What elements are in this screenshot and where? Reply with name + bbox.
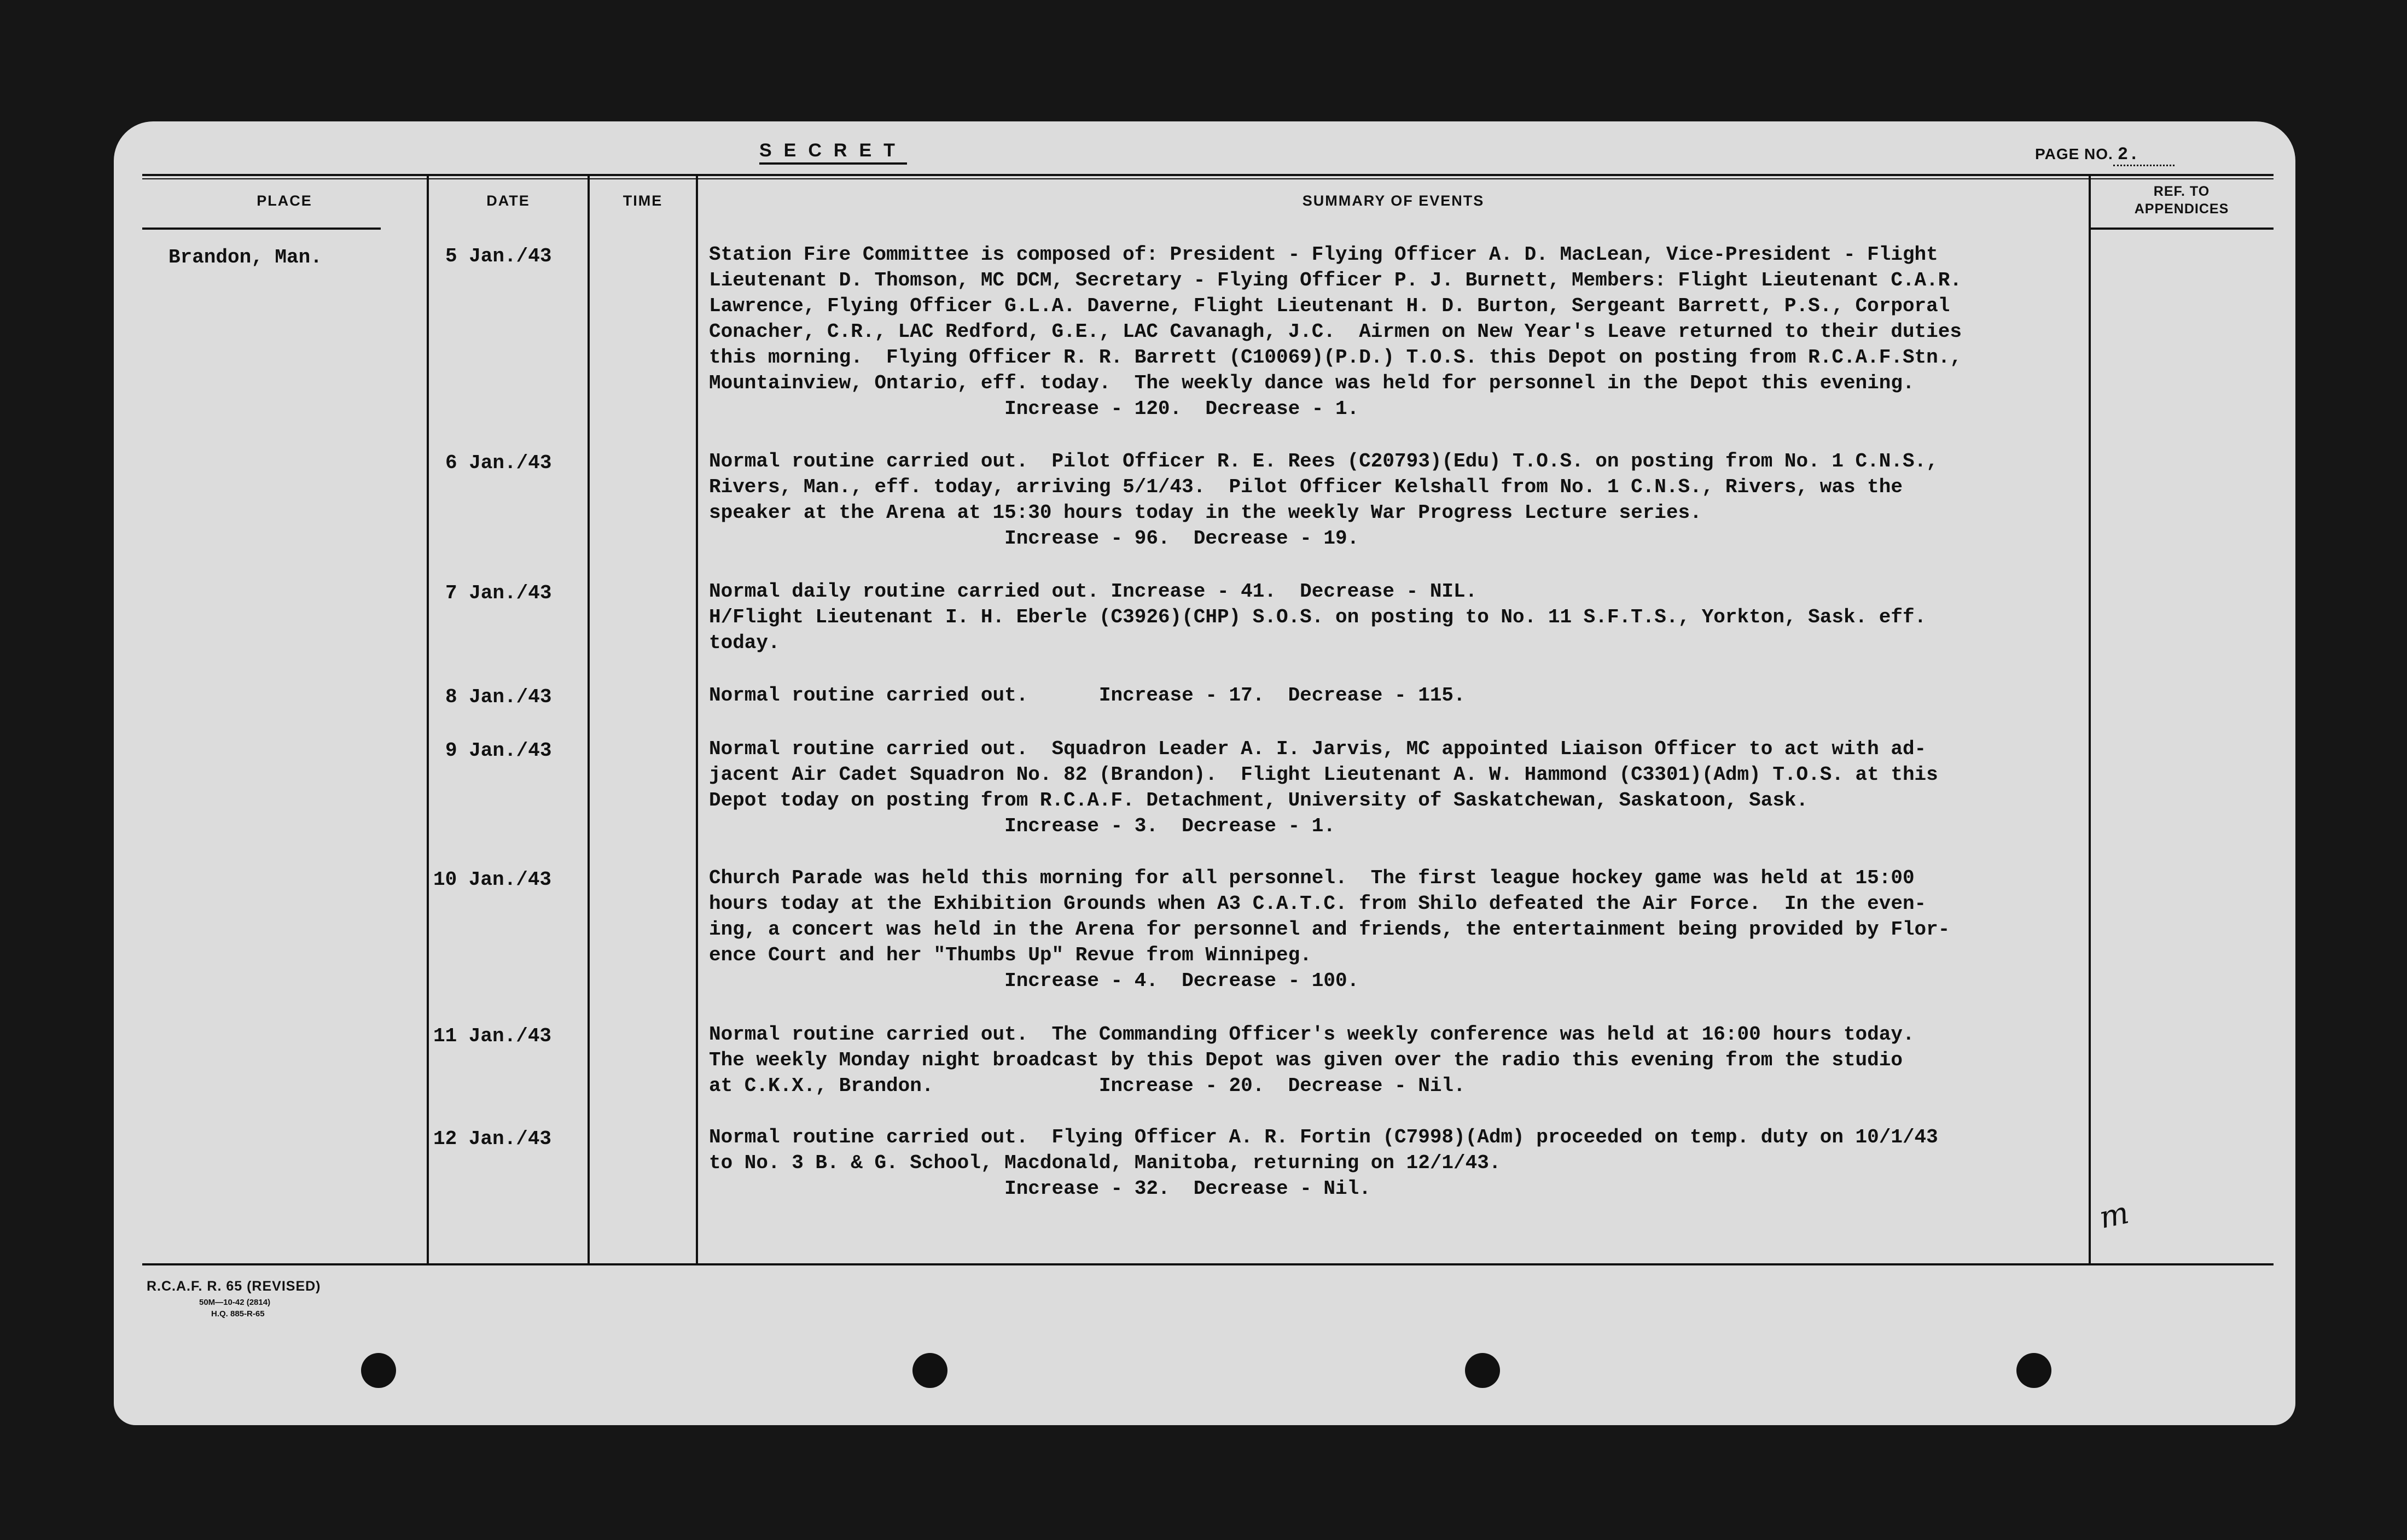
col-divider-2	[588, 176, 590, 1264]
date-cell: 11 Jan./43	[433, 1025, 552, 1047]
classification-heading: SECRET	[759, 140, 907, 165]
column-header-place: PLACE	[257, 192, 312, 209]
date-cell: 5 Jan./43	[445, 245, 552, 267]
date-cell: 9 Jan./43	[445, 739, 552, 762]
binder-hole	[1465, 1353, 1500, 1388]
ref-header-line-1: REF. TO	[2153, 184, 2210, 199]
column-header-ref	[2105, 183, 2258, 218]
header-rule-left	[142, 228, 381, 230]
event-summary: Normal routine carried out. Increase - 17. Decrease - 115.	[709, 684, 1466, 707]
handwritten-initials: m	[2096, 1195, 2132, 1236]
page-number-label: PAGE NO.	[2035, 145, 2113, 162]
event-summary: Normal routine carried out. Flying Officer A. R. Fortin (C7998)(Adm) proceeded on temp. duty on 10/1/43 to No. 3 B. & G. School, Macdonald, Manitoba, returning on 12/1/43. Increase - 32. Decrease - Nil.	[709, 1126, 1938, 1200]
print-code: 50M—10-42 (2814)	[199, 1298, 271, 1307]
col-divider-1	[427, 176, 429, 1264]
ref-header-line-2: APPENDICES	[2134, 201, 2229, 217]
hq-reference: H.Q. 885-R-65	[211, 1309, 265, 1319]
page-number-field	[2035, 144, 2175, 166]
binder-hole	[361, 1353, 396, 1388]
date-cell: 7 Jan./43	[445, 582, 552, 604]
page-number-value: 2.	[2113, 144, 2175, 166]
date-cell: 8 Jan./43	[445, 686, 552, 708]
event-summary: Church Parade was held this morning for all personnel. The first league hockey game was held at 15:00 hours today at the Exhibition Grounds when A3 C.A.T.C. from Shilo defeated the Air Force. In the even- ing, a concert was held in the Arena for personnel and friends, the entertainment being provided by Flor- ence Court and her "Thumbs Up" Revue from Winnipeg. Increase - 4. Decrease - 100.	[709, 867, 1950, 992]
top-rule	[142, 174, 2274, 176]
event-summary: Normal routine carried out. Squadron Leader A. I. Jarvis, MC appointed Liaison Officer to act with ad- jacent Air Cadet Squadron No. 82 (Brandon). Flight Lieutenant A. W. Hammond (C3301)(Adm) T.O.S. at this Depot today on posting from R.C.A.F. Detachment, University of Saskatchewan, Saskatoon, Sask. Increase - 3. Decrease - 1.	[709, 738, 1938, 837]
header-rule-right	[2091, 228, 2274, 230]
top-rule-thin	[142, 178, 2274, 179]
event-summary: Normal routine carried out. Pilot Officer R. E. Rees (C20793)(Edu) T.O.S. on posting from No. 1 C.N.S., Rivers, Man., eff. today, arriving 5/1/43. Pilot Officer Kelshall from No. 1 C.N.S., Rivers, was the speaker at the Arena at 15:30 hours today in the weekly War Progress Lecture series. Increase - 96. Decrease - 19.	[709, 450, 1938, 550]
col-divider-3	[696, 176, 698, 1264]
column-header-summary: SUMMARY OF EVENTS	[1302, 192, 1485, 209]
column-header-time: TIME	[623, 192, 663, 209]
binder-hole	[2016, 1353, 2051, 1388]
binder-hole	[912, 1353, 947, 1388]
date-cell: 10 Jan./43	[433, 868, 552, 891]
event-summary: Normal daily routine carried out. Increase - 41. Decrease - NIL. H/Flight Lieutenant I. H. Eberle (C3926)(CHP) S.O.S. on posting to No. 11 S.F.T.S., Yorkton, Sask. eff. today.	[709, 580, 1927, 654]
column-header-date: DATE	[486, 192, 530, 209]
event-summary: Normal routine carried out. The Commanding Officer's weekly conference was held at 16:00 hours today. The weekly Monday night broadcast by this Depot was given over the radio this evening from the studio at C.K.X., Brandon. Increase - 20. Decrease - Nil.	[709, 1023, 1915, 1097]
form-number: R.C.A.F. R. 65 (REVISED)	[147, 1279, 321, 1294]
record-card	[114, 121, 2295, 1425]
form-identifier	[147, 1279, 321, 1319]
bottom-rule	[142, 1263, 2274, 1265]
date-cell: 12 Jan./43	[433, 1128, 552, 1150]
event-summary: Station Fire Committee is composed of: President - Flying Officer A. D. MacLean, Vice-President - Flight Lieutenant D. Thomson, MC DCM, Secretary - Flying Officer P. J. Burnett, Members: Flight Lieutenant C.A.R. Lawrence, Flying Officer G.L.A. Daverne, Flight Lieutenant H. D. Burton, Sergeant Barrett, P.S., Corporal Conacher, C.R., LAC Redford, G.E., LAC Cavanagh, J.C. Airmen on New Year's Leave returned to their duties this morning. Flying Officer R. R. Barrett (C10069)(P.D.) T.O.S. this Depot on posting from R.C.A.F.Stn., Mountainview, Ontario, eff. today. The weekly dance was held for personnel in the Depot this evening. Increase - 120. Decrease - 1.	[709, 243, 1962, 420]
place-cell: Brandon, Man.	[168, 246, 322, 269]
date-cell: 6 Jan./43	[445, 452, 552, 474]
